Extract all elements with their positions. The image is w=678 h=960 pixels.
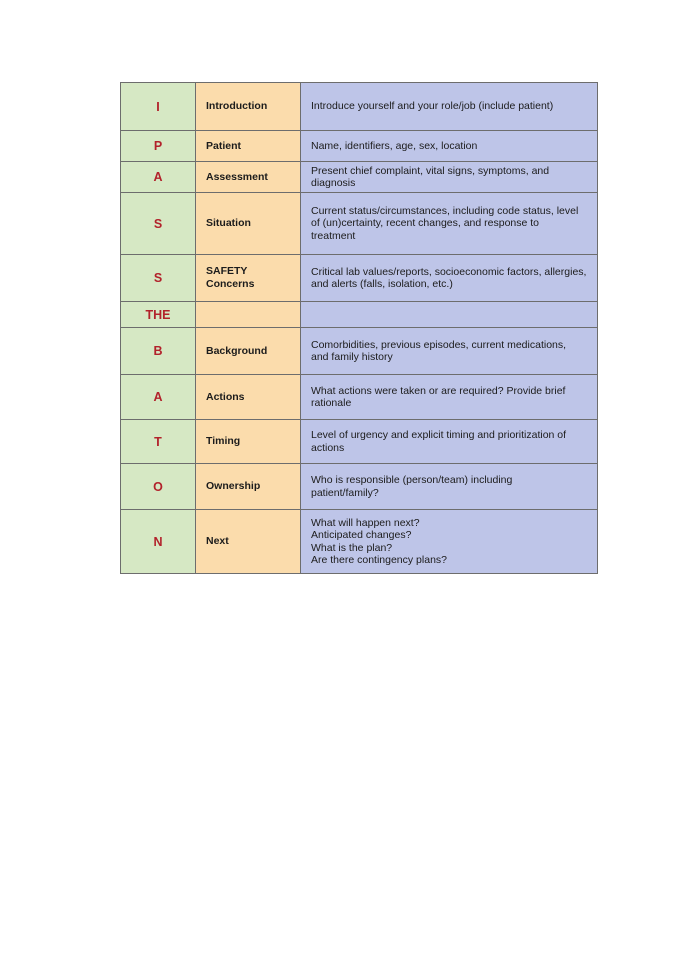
topic-label: Introduction	[206, 100, 268, 112]
mnemonic-letter: THE	[121, 302, 196, 328]
mnemonic-letter: A	[121, 162, 196, 193]
topic-label: Situation	[206, 217, 251, 229]
topic-label: Background	[206, 344, 268, 357]
topic-description: Critical lab values/reports, socioeconomic factors, allergies, and alerts (falls, isolation, etc.)	[311, 265, 587, 290]
table-row-ownership	[121, 464, 598, 510]
mnemonic-letter: I	[121, 83, 196, 131]
topic-description: Name, identifiers, age, sex, location	[311, 139, 478, 152]
table-row-background	[121, 328, 598, 375]
topic-description: Who is responsible (person/team) including patient/family?	[311, 474, 513, 499]
table-row-next	[121, 510, 598, 574]
mnemonic-letter: O	[121, 464, 196, 510]
table-row-patient	[121, 131, 598, 162]
mnemonic-letter: A	[121, 375, 196, 420]
mnemonic-letter: N	[121, 510, 196, 574]
topic-label: Actions	[206, 390, 245, 403]
topic-description: Level of urgency and explicit timing and prioritization of actions	[311, 429, 567, 454]
table-row-safety-concerns	[121, 255, 598, 302]
ipass-the-baton-table	[120, 82, 598, 574]
mnemonic-letter: T	[121, 420, 196, 464]
topic-label: SAFETY Concerns	[206, 265, 255, 290]
table-row-introduction	[121, 83, 598, 131]
table-row-assessment	[121, 162, 598, 193]
topic-label: Patient	[206, 139, 242, 152]
topic-description: Introduce yourself and your role/job (include patient)	[311, 100, 554, 113]
topic-description: Comorbidities, previous episodes, current medications, and family history	[311, 338, 567, 363]
topic-label: Next	[206, 535, 229, 547]
mnemonic-letter: S	[121, 255, 196, 302]
topic-label: Assessment	[206, 170, 268, 183]
topic-description: Current status/circumstances, including code status, level of (un)certainty, recent changes, and response to treatment	[311, 204, 579, 242]
topic-label: Timing	[206, 435, 241, 447]
mnemonic-letter: P	[121, 131, 196, 162]
mnemonic-letter: B	[121, 328, 196, 375]
topic-label: Ownership	[206, 480, 261, 492]
table-row-timing	[121, 420, 598, 464]
table-row-situation	[121, 193, 598, 255]
table-row-actions	[121, 375, 598, 420]
topic-description: What actions were taken or are required? Provide brief rationale	[311, 384, 566, 409]
topic-description: Present chief complaint, vital signs, symptoms, and diagnosis	[311, 164, 550, 189]
mnemonic-letter: S	[121, 193, 196, 255]
topic-description: What will happen next? Anticipated changes? What is the plan? Are there contingency plans?	[311, 516, 448, 566]
table-row-the	[121, 302, 598, 328]
